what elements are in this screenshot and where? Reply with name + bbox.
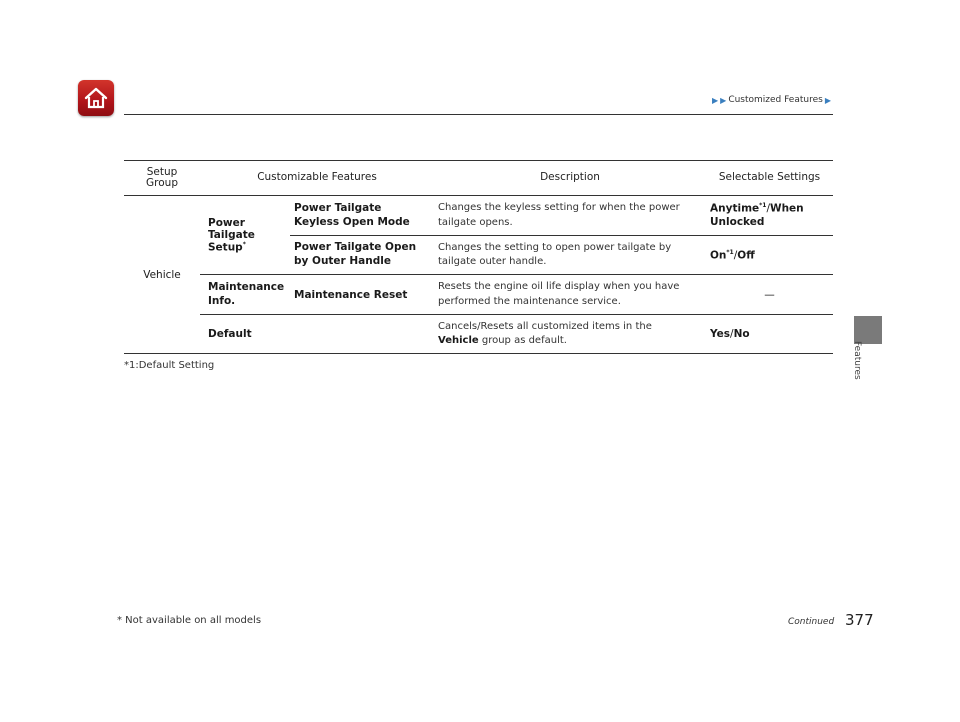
section-tab-label: Features <box>852 341 862 380</box>
header-selectable-settings: Selectable Settings <box>706 161 833 196</box>
header-customizable-features: Customizable Features <box>200 161 434 196</box>
feature-open-by-outer-handle: Power Tailgate Open by Outer Handle <box>290 236 434 275</box>
power-tailgate-setup-label: Power Tailgate Setup* <box>200 196 290 275</box>
description-default: Cancels/Resets all customized items in the Vehicle group as default. <box>434 315 706 354</box>
setting-default: Yes/No <box>706 315 833 354</box>
header-setup-group: Setup Group <box>124 161 200 196</box>
customized-features-table <box>124 160 833 354</box>
description-maintenance-reset: Resets the engine oil life display when you have performed the maintenance service. <box>434 275 706 315</box>
feature-keyless-open-mode: Power Tailgate Keyless Open Mode <box>290 196 434 236</box>
triangle-right-icon: ▶ <box>712 95 719 105</box>
setting-keyless-open-mode: Anytime$^{*1}$/When Unlocked <box>706 196 833 236</box>
triangle-right-icon: ▶ <box>720 95 727 105</box>
triangle-right-icon: ▶ <box>824 95 831 105</box>
breadcrumb[interactable] <box>712 95 831 105</box>
feature-default-empty <box>290 315 434 354</box>
home-icon <box>83 85 109 111</box>
subgroup-default: Default <box>200 315 290 354</box>
feature-maintenance-reset: Maintenance Reset <box>290 275 434 315</box>
header-description: Description <box>434 161 706 196</box>
subgroup-maintenance-info: Maintenance Info. <box>200 275 290 315</box>
page-number: 377 <box>845 611 874 629</box>
setting-open-by-outer-handle: On$^{*1}$/Off <box>706 236 833 275</box>
availability-mark: * <box>242 240 246 248</box>
default-setting-footnote: *1:Default Setting <box>124 360 215 371</box>
home-button[interactable] <box>78 80 114 116</box>
description-keyless-open-mode: Changes the keyless setting for when the power tailgate opens. <box>434 196 706 236</box>
continued-label: Continued <box>788 617 835 627</box>
section-tab[interactable] <box>854 316 882 344</box>
group-vehicle: Vehicle <box>124 196 200 354</box>
header-divider <box>124 114 833 115</box>
breadcrumb-label: Customized Features <box>728 95 823 105</box>
description-open-by-outer-handle: Changes the setting to open power tailgate by tailgate outer handle. <box>434 236 706 275</box>
availability-footnote: * Not available on all models <box>117 615 262 626</box>
setting-maintenance-reset: — <box>706 275 833 315</box>
